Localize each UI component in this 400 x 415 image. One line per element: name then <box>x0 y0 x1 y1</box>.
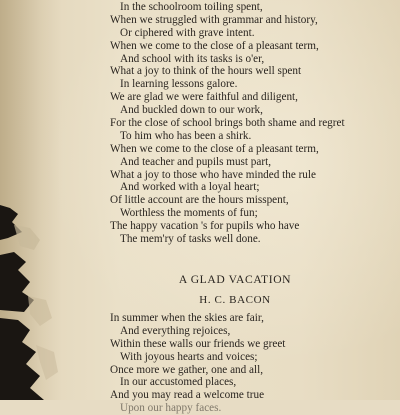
poem-line: For the close of school brings both shame and regret <box>110 117 345 130</box>
poem-line: And buckled down to our work, <box>120 104 263 117</box>
poem-line: Once more we gather, one and all, <box>110 363 264 376</box>
poem-line: In learning lessons galore. <box>120 78 238 91</box>
poem-line: And teacher and pupils must part, <box>120 155 271 168</box>
poem-line: In the schoolroom toiling spent, <box>120 1 263 13</box>
poem-line: The mem'ry of tasks well done. <box>120 233 261 246</box>
poem-two <box>110 312 400 415</box>
poem-line: The happy vacation 's for pupils who have <box>110 220 300 233</box>
poem-line: Of little account are the hours misspent, <box>110 194 289 207</box>
poem-line: To him who has been a shirk. <box>120 129 252 142</box>
poem-author: H. C. BACON <box>199 294 271 306</box>
poem-line: We are glad we were faithful and diligent, <box>110 91 298 104</box>
poem-line: And everything rejoices, <box>120 324 231 337</box>
poem-line: Upon our happy faces. <box>120 402 222 415</box>
poem-line: When we come to the close of a pleasant term, <box>110 39 319 52</box>
poem-line: And worked with a loyal heart; <box>120 181 260 194</box>
poem-line: In summer when the skies are fair, <box>110 312 264 324</box>
poem-line: What a joy to those who have minded the rule <box>110 168 316 181</box>
poem-line: Worthless the moments of fun; <box>120 207 258 220</box>
poem-line: Within these walls our friends we greet <box>110 337 286 350</box>
poem-line: When we struggled with grammar and history, <box>110 13 318 26</box>
poem-line: With joyous hearts and voices; <box>120 350 258 363</box>
poem-line: And you may read a welcome true <box>110 389 265 402</box>
poem-line: Or ciphered with grave intent. <box>120 26 255 39</box>
poem-line: What a joy to think of the hours well spent <box>110 65 302 78</box>
poem-line: In our accustomed places, <box>120 376 237 389</box>
poem-line: And school with its tasks is o'er, <box>120 52 265 65</box>
torn-page-edge <box>0 0 60 400</box>
poem-title: A GLAD VACATION <box>178 273 292 286</box>
poem-line: When we come to the close of a pleasant term, <box>110 142 319 155</box>
poem-one <box>110 1 400 246</box>
